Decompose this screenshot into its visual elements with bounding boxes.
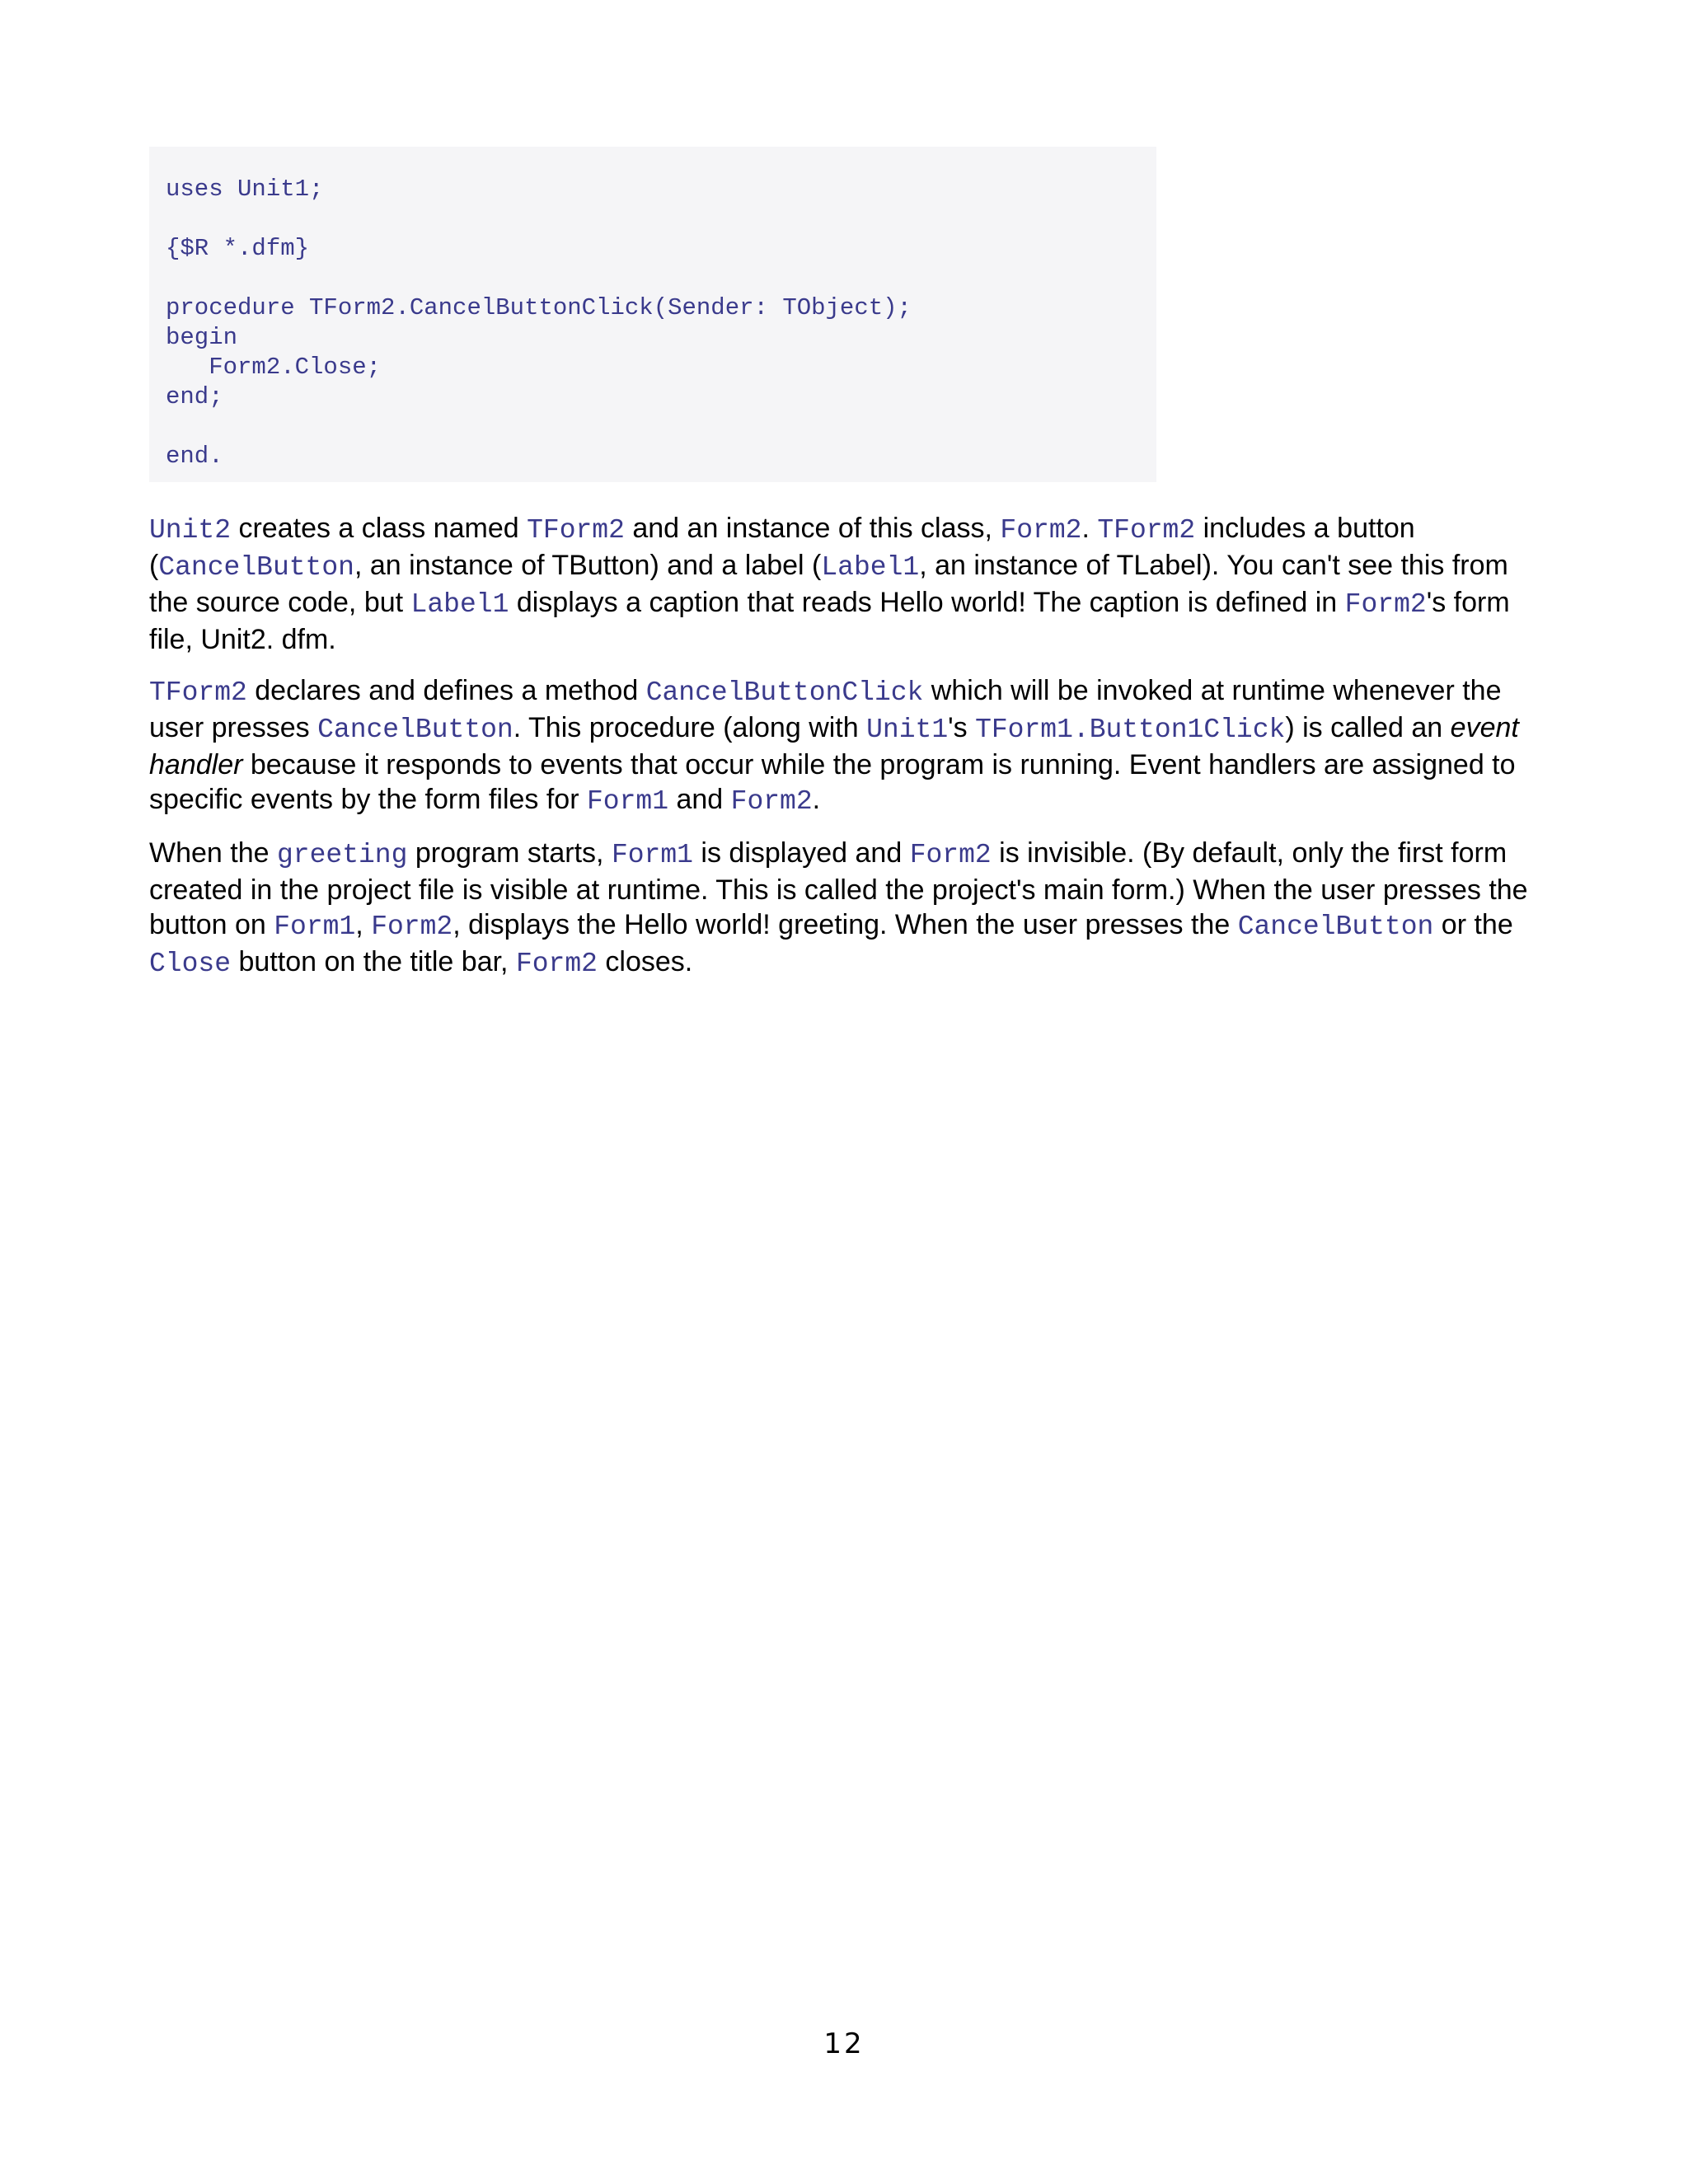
text-run: , an instance of TButton) and a label ( xyxy=(354,550,822,581)
text-run: 's form file, Unit2. dfm. xyxy=(149,587,1510,655)
code-block xyxy=(149,147,1156,482)
text-run: . xyxy=(812,784,821,815)
text-run: closes. xyxy=(597,946,693,977)
inline-code: Unit1 xyxy=(866,715,949,745)
text-run: includes a button ( xyxy=(149,513,1415,581)
text-run: declares and defines a method xyxy=(246,675,646,706)
text-run: ) is called an xyxy=(1285,712,1451,743)
inline-code: TForm2 xyxy=(1097,515,1196,546)
inline-code: CancelButtonClick xyxy=(645,677,924,708)
inline-code: Form2 xyxy=(1344,589,1427,620)
code-line: Form2.Close; xyxy=(166,354,382,381)
inline-code: Form2 xyxy=(371,912,453,942)
code-line: procedure TForm2.CancelButtonClick(Sender: TObject); xyxy=(166,294,912,321)
text-run: is displayed and xyxy=(692,837,910,869)
inline-code: Form1 xyxy=(586,786,669,817)
inline-code: TForm2 xyxy=(149,677,247,708)
inline-code: Form2 xyxy=(730,786,813,817)
text-run: because it responds to events that occur while the program is running. Event handlers are assigned to specific events by the form files for xyxy=(149,749,1516,815)
text-run: displays a caption that reads Hello world! The caption is defined in xyxy=(509,587,1345,618)
text-run: program starts, xyxy=(407,837,612,869)
text-run: , displays the Hello world! greeting. When the user presses the xyxy=(452,909,1238,940)
code-line: uses Unit1; xyxy=(166,176,324,203)
emphasis-text: event handler xyxy=(149,712,1519,780)
code-line: begin xyxy=(166,324,238,351)
inline-code: CancelButton xyxy=(1237,912,1434,942)
text-run: and xyxy=(668,784,731,815)
text-run: and an instance of this class, xyxy=(624,513,1001,544)
text-run: , an instance of TLabel). You can't see this from the source code, but xyxy=(149,550,1508,618)
inline-code: Label1 xyxy=(821,552,920,583)
inline-code: Form2 xyxy=(1000,515,1082,546)
code-line xyxy=(166,412,1156,442)
text-run: , xyxy=(355,909,372,940)
text-run: is invisible. (By default, only the first form created in the project file is visible at runtime. This is called the project's main form.) When the user presses the button on xyxy=(149,837,1528,940)
text-run: . xyxy=(1081,513,1098,544)
code-line: end. xyxy=(166,443,223,470)
inline-code: Unit2 xyxy=(149,515,232,546)
paragraph-program-flow xyxy=(149,836,1550,982)
code-line xyxy=(166,264,1156,293)
inline-code: Form1 xyxy=(274,912,356,942)
code-line: {$R *.dfm} xyxy=(166,235,310,262)
inline-code: Label1 xyxy=(410,589,509,620)
paragraph-event-handler xyxy=(149,673,1550,819)
body-text xyxy=(149,511,1550,998)
inline-code: Close xyxy=(149,949,232,979)
text-run: 's xyxy=(948,712,976,743)
paragraph-unit2-description xyxy=(149,511,1550,657)
code-line: end; xyxy=(166,383,223,410)
text-run: which will be invoked at runtime whenever the user presses xyxy=(149,675,1502,743)
inline-code: CancelButton xyxy=(317,715,513,745)
text-run: creates a class named xyxy=(231,513,528,544)
inline-code: TForm2 xyxy=(527,515,625,546)
page-number: 12 xyxy=(823,2027,865,2060)
inline-code: Form1 xyxy=(611,840,693,870)
text-run: or the xyxy=(1433,909,1513,940)
text-run: button on the title bar, xyxy=(231,946,516,977)
code-line xyxy=(166,204,1156,234)
inline-code: TForm1.Button1Click xyxy=(975,715,1286,745)
inline-code: CancelButton xyxy=(158,552,354,583)
inline-code: Form2 xyxy=(515,949,598,979)
inline-code: Form2 xyxy=(909,840,992,870)
text-run: When the xyxy=(149,837,277,869)
inline-code: greeting xyxy=(276,840,408,870)
text-run: . This procedure (along with xyxy=(513,712,867,743)
